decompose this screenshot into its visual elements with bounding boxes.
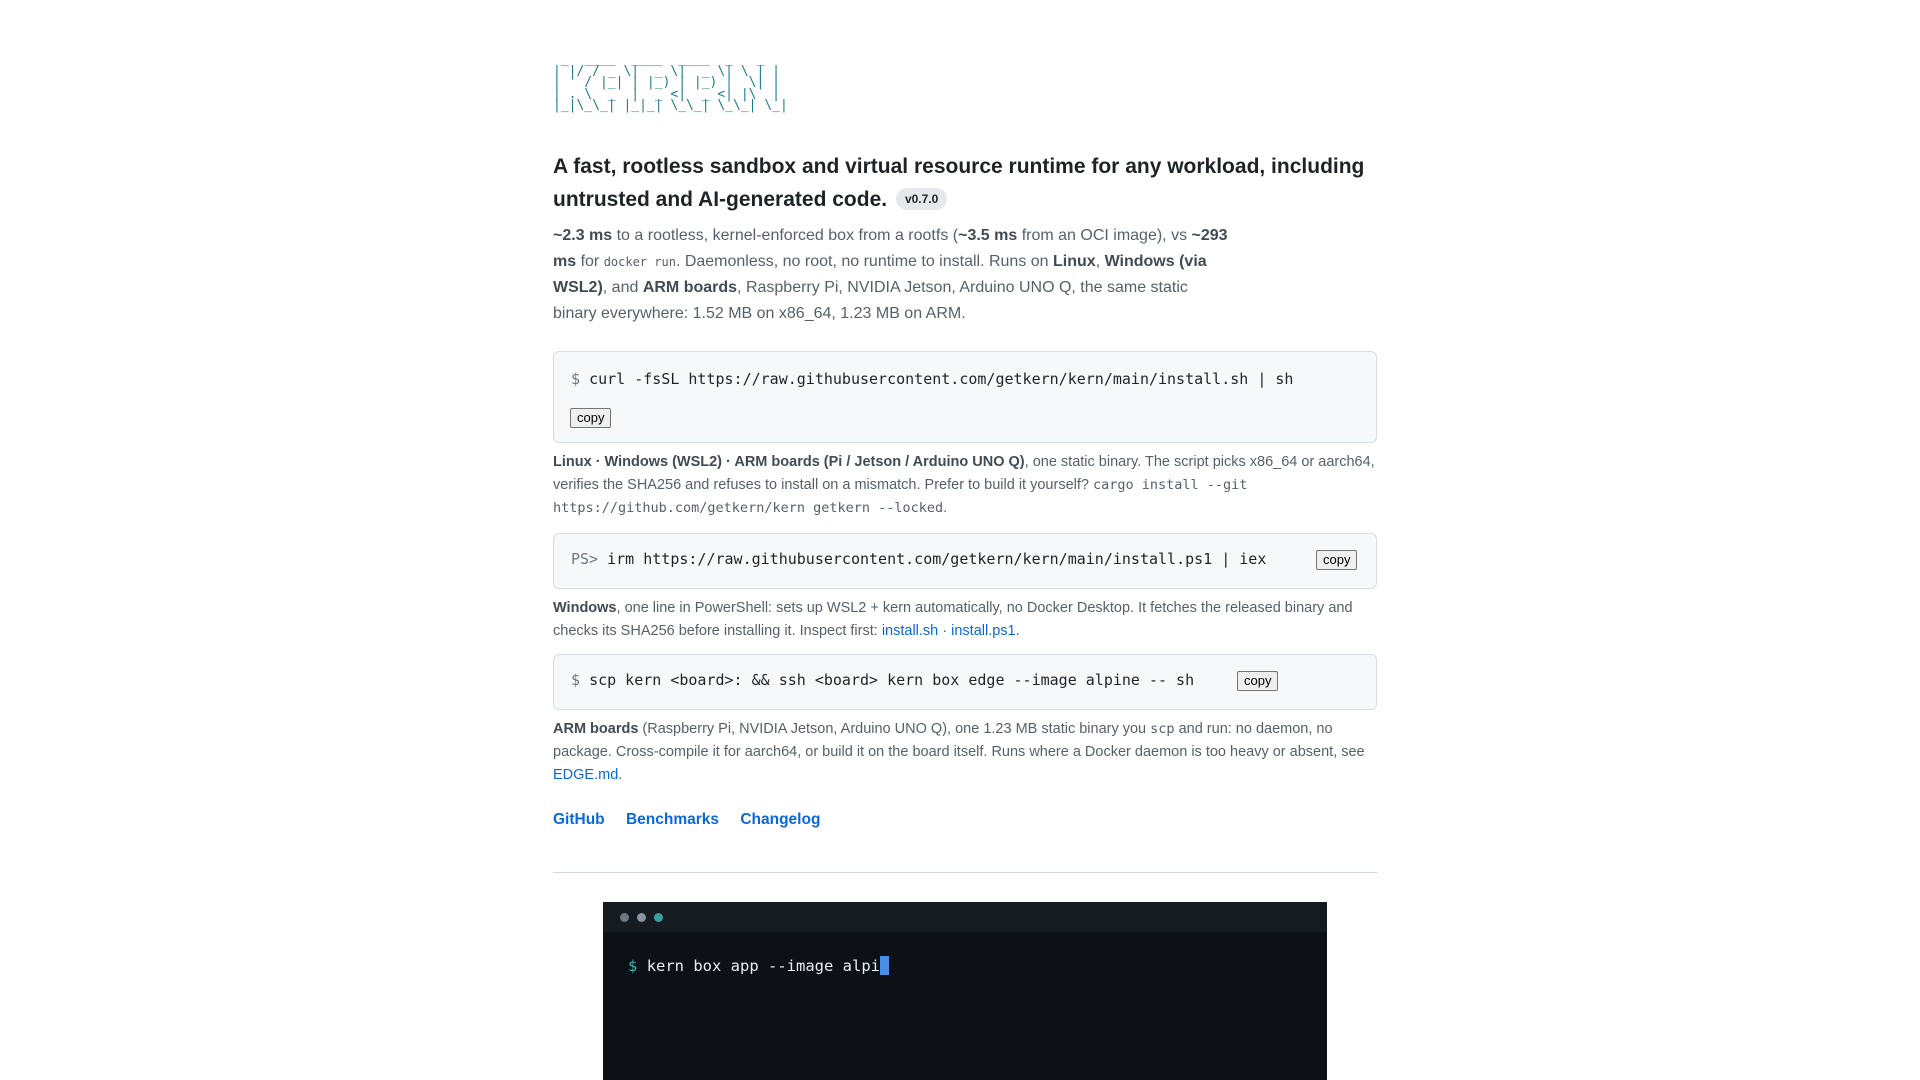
tagline-text: A fast, rootless sandbox and virtual resource runtime for any workload, including untrusted and AI-generated code. xyxy=(553,155,1365,211)
footer-nav xyxy=(553,811,837,829)
unix-command-text: curl -fsSL https://raw.githubusercontent.com/getkern/kern/main/install.sh | sh xyxy=(589,370,1294,388)
windows-install-note xyxy=(553,597,1377,643)
kern-logo: _ ____ ____ ____ _ _ | |/ / _ \| _ \| _ \| \ | | | ' / |_| | |_) | |_) | \| | | . \ _ | _ <| _ <| |\ | |_|\_\_| |_|_| \_\_| \_\_| \_| xyxy=(553,52,788,113)
windows-command-text: irm https://raw.githubusercontent.com/getkern/kern/main/install.ps1 | iex xyxy=(607,550,1267,568)
github-link[interactable]: GitHub xyxy=(553,811,605,828)
arm-note-title: ARM boards xyxy=(553,721,639,737)
arm-note-text: . xyxy=(618,767,623,783)
intro-text: . Daemonless, no root, no runtime to install. Runs on xyxy=(675,253,1054,270)
version-badge: v0.7.0 xyxy=(896,188,947,210)
intro-text: , xyxy=(1095,253,1105,270)
arm-note-text: (Raspberry Pi, NVIDIA Jetson, Arduino UNO Q), one 1.23 MB static binary you xyxy=(638,721,1151,737)
unix-install-note xyxy=(553,451,1377,520)
copy-windows-button[interactable]: copy xyxy=(1316,550,1357,570)
copy-arm-button[interactable]: copy xyxy=(1237,671,1278,691)
terminal-typed-text: kern box app --image alpi xyxy=(646,957,880,975)
intro-stat-rootfs: ~2.3 ms xyxy=(553,227,613,244)
windows-install-box xyxy=(553,533,1377,589)
unix-note-text: , one static binary. The script picks x86_64 or aarch64, verifies the SHA256 and refuses to install on a mismatch. Prefer to build it yourself? xyxy=(553,454,1375,493)
terminal-prompt: $ xyxy=(628,957,638,975)
shell-prompt: $ xyxy=(571,370,581,388)
intro-stat-oci: ~3.5 ms xyxy=(958,227,1018,244)
page-tagline xyxy=(553,150,1377,216)
intro-text: , Raspberry Pi, NVIDIA Jetson, Arduino UNO Q, the same static binary everywhere: 1.52 MB on x86_64, 1.23 MB on ARM. xyxy=(553,279,1188,322)
terminal-titlebar xyxy=(603,902,1327,932)
window-dot-icon xyxy=(637,913,646,922)
powershell-prompt: PS> xyxy=(571,550,599,568)
intro-code-docker-run: docker run xyxy=(603,255,676,269)
intro-platform-windows: Windows (via WSL2) xyxy=(553,253,1207,296)
windows-note-text: , one line in PowerShell: sets up WSL2 + kern automatically, no Docker Desktop. It fetches the released binary and checks its SHA256 before installing it. Inspect first: xyxy=(553,600,1353,639)
window-dot-icon xyxy=(620,913,629,922)
shell-prompt: $ xyxy=(571,671,581,689)
install-sh-link[interactable]: install.sh xyxy=(881,623,939,639)
section-divider xyxy=(553,872,1377,873)
intro-platform-arm: ARM boards xyxy=(642,279,738,296)
arm-install-box xyxy=(553,654,1377,710)
terminal-cursor xyxy=(880,956,889,975)
terminal-line xyxy=(628,956,889,975)
intro-text: , and xyxy=(602,279,643,296)
intro-text: from an OCI image), vs xyxy=(1017,227,1192,244)
intro-platform-linux: Linux xyxy=(1053,253,1096,270)
arm-install-note xyxy=(553,718,1377,787)
intro-stat-docker: ~293 ms xyxy=(553,227,1228,270)
arm-note-text: and run: no daemon, no package. Cross-compile it for aarch64, or build it on the board itself. Runs where a Docker daemon is too heavy or absent, see xyxy=(553,721,1365,760)
copy-unix-button[interactable]: copy xyxy=(570,408,611,428)
unix-note-platforms: Linux · Windows (WSL2) · ARM boards (Pi / Jetson / Arduino UNO Q) xyxy=(553,454,1025,470)
unix-install-box xyxy=(553,351,1377,443)
intro-text: for xyxy=(576,253,604,270)
install-ps1-link[interactable]: install.ps1 xyxy=(951,623,1016,639)
arm-install-command[interactable] xyxy=(571,671,1194,689)
link-separator: · xyxy=(938,623,952,639)
benchmarks-link[interactable]: Benchmarks xyxy=(625,811,720,828)
terminal-demo xyxy=(603,902,1327,1080)
unix-install-command[interactable] xyxy=(571,370,1293,388)
window-dot-icon xyxy=(654,913,663,922)
changelog-link[interactable]: Changelog xyxy=(740,811,821,828)
edge-md-link[interactable]: EDGE.md xyxy=(553,767,619,783)
intro-paragraph xyxy=(553,223,1233,327)
unix-note-text: . xyxy=(943,500,948,516)
scp-code: scp xyxy=(1150,721,1175,737)
windows-note-title: Windows xyxy=(553,600,617,616)
windows-note-text: . xyxy=(1015,623,1020,639)
windows-install-command[interactable] xyxy=(571,550,1266,568)
intro-text: to a rootless, kernel-enforced box from a rootfs ( xyxy=(612,227,959,244)
cargo-install-code: cargo install --git https://github.com/getkern/kern getkern --locked xyxy=(553,477,1248,516)
arm-command-text: scp kern <board>: && ssh <board> kern box edge --image alpine -- sh xyxy=(589,671,1195,689)
